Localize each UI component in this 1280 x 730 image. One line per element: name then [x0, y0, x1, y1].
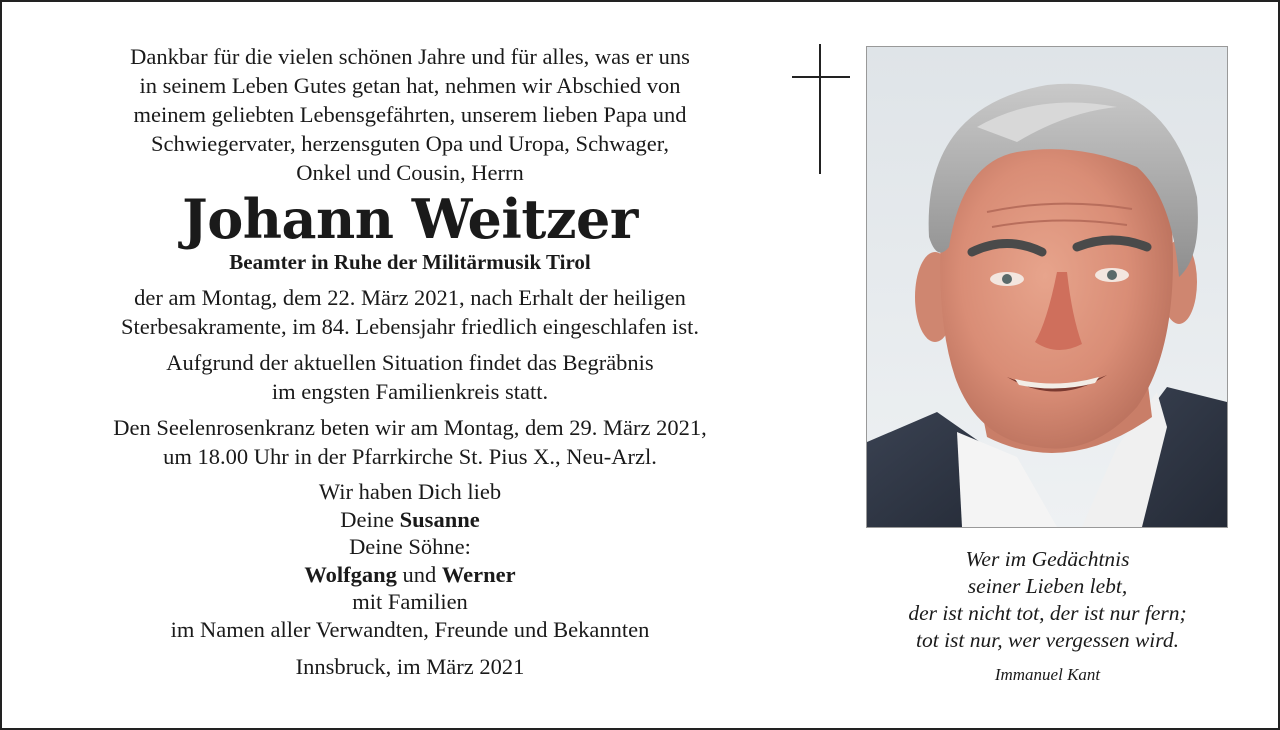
funeral-notice: [40, 348, 780, 406]
funeral-notice-line: im engsten Familienkreis statt.: [271, 379, 549, 404]
deceased-name: Johann Weitzer: [182, 187, 638, 251]
quote-line: der ist nicht tot, der ist nur fern;: [908, 601, 1187, 625]
place-date: Innsbruck, im März 2021: [295, 654, 525, 679]
signature-greeting: Wir haben Dich lieb: [318, 479, 502, 504]
death-notice: [40, 283, 780, 341]
intro-line: in seinem Leben Gutes getan hat, nehmen wir Abschied von: [139, 73, 681, 98]
and-word: und: [396, 561, 442, 587]
signature-sons-label: Deine Söhne:: [349, 534, 471, 559]
son-name: Wolfgang: [304, 561, 397, 587]
death-notice-line: Sterbesakramente, im 84. Lebensjahr friedlich eingeschlafen ist.: [121, 314, 699, 339]
intro-line: Onkel und Cousin, Herrn: [296, 160, 524, 185]
signature-partner: [40, 506, 780, 534]
signature-on-behalf: im Namen aller Verwandten, Freunde und Bekannten: [170, 616, 650, 642]
signature-block: [40, 478, 780, 643]
deceased-title: Beamter in Ruhe der Militärmusik Tirol: [229, 250, 591, 274]
quote-line: Wer im Gedächtnis: [965, 547, 1130, 571]
quote-author: Immanuel Kant: [994, 665, 1101, 684]
rosary-notice-line: Den Seelenrosenkranz beten wir am Montag, dem 29. März 2021,: [113, 415, 707, 440]
son-name: Werner: [441, 561, 516, 587]
partner-name: Susanne: [399, 506, 480, 532]
notice-text-column: [40, 42, 780, 681]
funeral-notice-line: Aufgrund der aktuellen Situation findet das Begräbnis: [166, 350, 654, 375]
intro-text: [40, 42, 780, 187]
partner-prefix: Deine: [340, 506, 400, 532]
death-notice-line: der am Montag, dem 22. März 2021, nach Erhalt der heiligen: [134, 285, 686, 310]
signature-sons: [40, 561, 780, 589]
rosary-notice-line: um 18.00 Uhr in der Pfarrkirche St. Pius X., Neu-Arzl.: [163, 444, 657, 469]
memorial-quote: [845, 546, 1250, 686]
intro-line: Dankbar für die vielen schönen Jahre und für alles, was er uns: [130, 44, 690, 69]
rosary-notice: [40, 413, 780, 471]
portrait-illustration: [867, 47, 1227, 527]
portrait-photo: [866, 46, 1228, 528]
signature-families: mit Familien: [352, 589, 468, 614]
quote-line: tot ist nur, wer vergessen wird.: [916, 628, 1179, 652]
intro-line: Schwiegervater, herzensguten Opa und Uropa, Schwager,: [150, 131, 669, 156]
quote-line: seiner Lieben lebt,: [967, 574, 1128, 598]
intro-line: meinem geliebten Lebensgefährten, unserem lieben Papa und: [133, 102, 687, 127]
cross-icon: [792, 44, 850, 174]
